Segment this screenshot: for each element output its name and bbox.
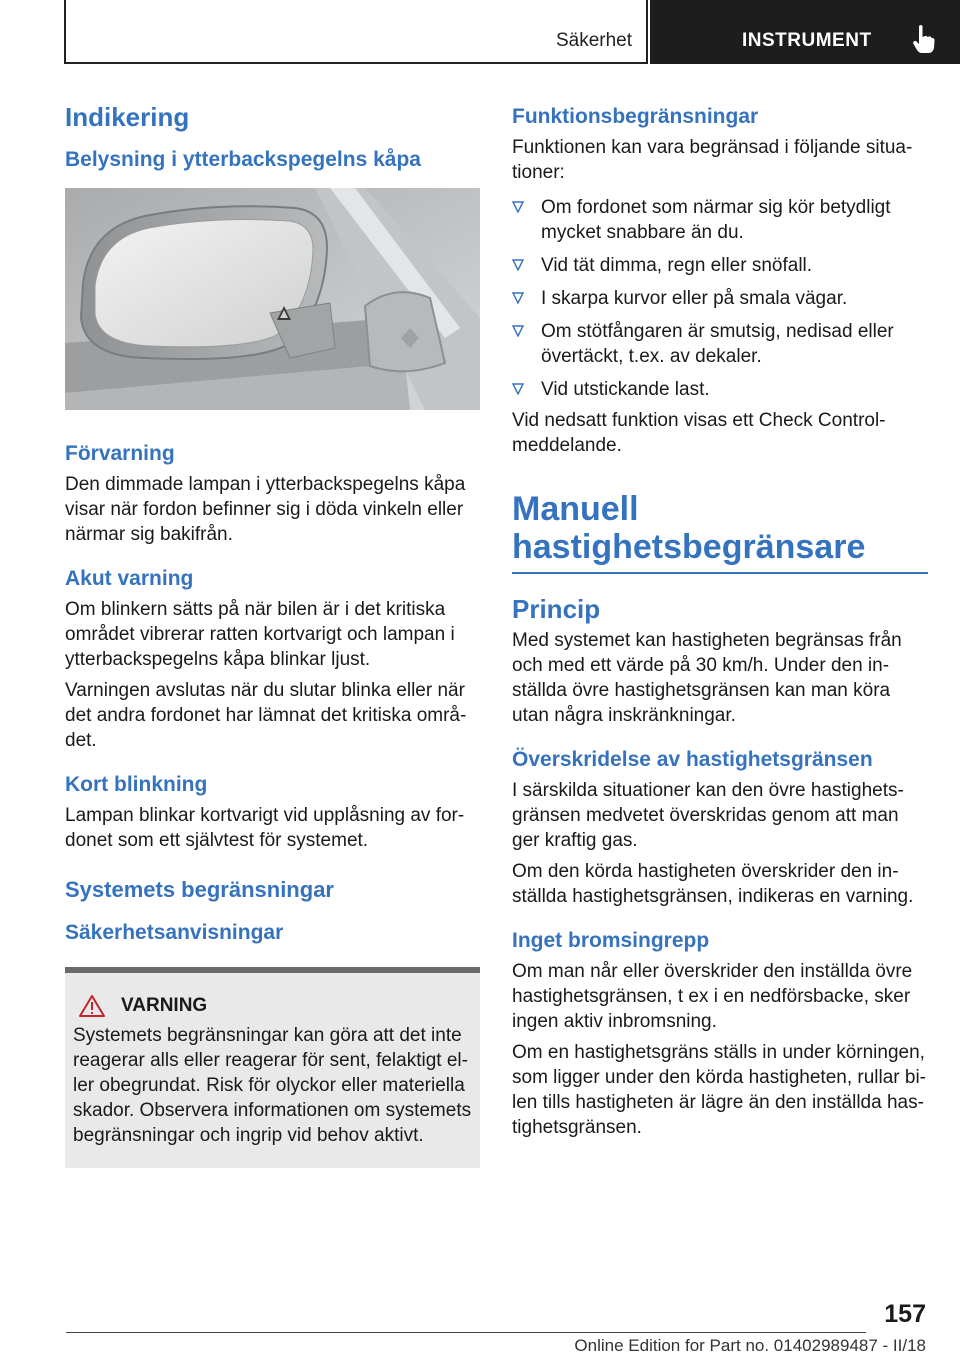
heading-princip: Princip — [512, 594, 601, 624]
list-item — [512, 319, 928, 369]
chapter-tab-label: INSTRUMENT — [742, 30, 872, 51]
paragraph-forvarning: Den dimmade lampan i ytterbackspegelns kåpa visar när fordon befinner sig i döda vinkeln eller närmar sig bakifrån. — [65, 474, 466, 545]
hand-pointer-icon — [912, 24, 936, 54]
bullet-triangle-icon — [512, 259, 524, 271]
side-mirror-illustration — [65, 188, 480, 410]
left-column — [65, 100, 480, 1168]
warning-title — [73, 995, 474, 1017]
heading-overskridelse: Överskridelse av hastighetsgränsen — [512, 748, 873, 771]
list-item-text: Vid utstickande last. — [541, 379, 710, 400]
page-header — [0, 0, 960, 66]
bullet-triangle-icon — [512, 383, 524, 395]
list-item-text: Om stötfångaren är smutsig, nedisad eller övertäckt, t.ex. av dekaler. — [541, 321, 894, 367]
chapter-tab — [650, 0, 960, 64]
heading-systemets-begransningar: Systemets begränsningar — [65, 877, 334, 902]
paragraph-akut-2: Varningen avslutas när du slutar blinka eller när det andra fordonet har lämnat det kritiska områ‐det. — [65, 680, 467, 751]
list-item-text: Om fordonet som närmar sig kör betydligt mycket snabbare än du. — [541, 197, 891, 243]
heading-kort-blinkning: Kort blinkning — [65, 773, 208, 796]
list-item — [512, 377, 928, 402]
list-item-text: I skarpa kurvor eller på smala vägar. — [541, 288, 848, 309]
paragraph-akut-1: Om blinkern sätts på när bilen är i det kritiska området vibrerar ratten kortvarigt och lampan i ytterbackspegelns kåpa blinkar ljust. — [65, 599, 455, 670]
warning-text: Systemets begränsningar kan göra att det inte reagerar alls eller reagerar för sent, felaktigt el‐ler obegrundat. Risk för olyckor eller materiella skador. Observera informationen om systemets begränsningar och ingrip vid behov aktivt. — [73, 1025, 472, 1146]
list-item — [512, 195, 928, 245]
heading-indikering: Indikering — [65, 102, 190, 132]
heading-manuell-hastighetsbegransare: Manuell hastighetsbegränsare — [512, 490, 866, 566]
heading-rule — [512, 572, 928, 574]
section-tab-label: Säkerhet — [555, 30, 632, 51]
heading-funktionsbegransningar: Funktionsbegränsningar — [512, 105, 759, 128]
paragraph-overskrid-1: I särskilda situationer kan den övre hastighets‐gränsen medvetet överskridas genom att man ger kraftig gas. — [512, 780, 904, 851]
heading-akut-varning: Akut varning — [65, 567, 194, 590]
paragraph-princip: Med systemet kan hastigheten begränsas från och med ett värde på 30 km/h. Under den in‐ställda övre hastighetsgränsen kan man köra utan några inskränkningar. — [512, 630, 902, 726]
bullet-triangle-icon — [512, 292, 524, 304]
warning-triangle-icon — [79, 995, 105, 1017]
paragraph-funktion: Funktionen kan vara begränsad i följande situa‐tioner: — [512, 137, 913, 183]
footer-divider — [66, 1332, 866, 1333]
paragraph-nedsatt: Vid nedsatt funktion visas ett Check Control-meddelande. — [512, 410, 886, 456]
bullet-triangle-icon — [512, 325, 524, 337]
list-item — [512, 286, 928, 311]
paragraph-inget-2: Om en hastighetsgräns ställs in under körningen, som ligger under den körda hastigheten, rullar bi‐len tills hastigheten är lägre än den inställda has‐tighetsgränsen. — [512, 1042, 927, 1138]
warning-box — [65, 967, 480, 1168]
paragraph-overskrid-2: Om den körda hastigheten överskrider den in‐ställda hastighetsgränsen, indikeras en varning. — [512, 861, 914, 907]
heading-sakerhetsanvisningar: Säkerhetsanvisningar — [65, 921, 284, 944]
bullet-triangle-icon — [512, 201, 524, 213]
paragraph-kort: Lampan blinkar kortvarigt vid upplåsning av for‐donet som ett självtest för systemet. — [65, 805, 465, 851]
limitation-list — [512, 195, 928, 402]
page-number: 157 — [884, 1300, 926, 1328]
paragraph-inget-1: Om man når eller överskrider den inställda övre hastighetsgränsen, t ex i en nedförsbacke, sker ingen aktiv inbromsning. — [512, 961, 913, 1032]
right-column — [512, 100, 928, 1140]
heading-belysning: Belysning i ytterbackspegelns kåpa — [65, 148, 421, 171]
list-item — [512, 253, 928, 278]
footer-edition: Online Edition for Part no. 01402989487 - II/18 — [574, 1336, 926, 1355]
heading-inget-bromsingrepp: Inget bromsingrepp — [512, 929, 710, 952]
warning-title-text: VARNING — [121, 995, 208, 1016]
section-tab — [64, 0, 648, 64]
list-item-text: Vid tät dimma, regn eller snöfall. — [541, 255, 813, 276]
heading-forvarning: Förvarning — [65, 442, 175, 465]
